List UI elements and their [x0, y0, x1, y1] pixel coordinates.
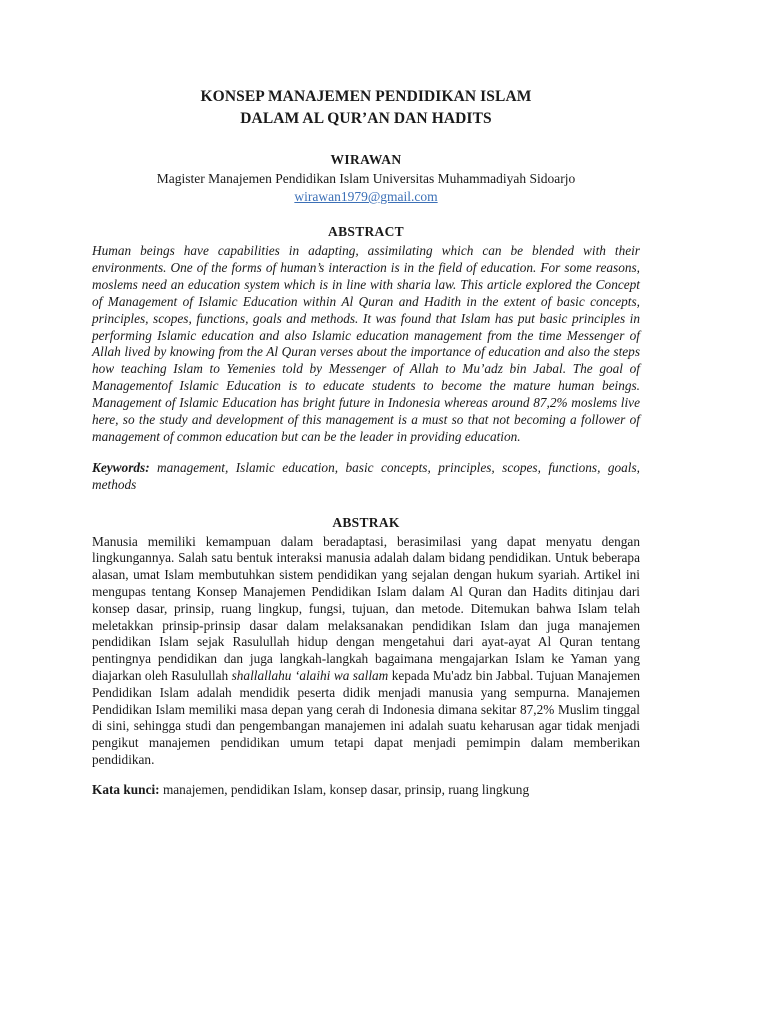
- abstrak-heading: ABSTRAK: [332, 514, 400, 530]
- paper-title: [92, 86, 640, 130]
- author-name: WIRAWAN: [330, 152, 402, 167]
- abstrak-body-part-1: Manusia memiliki kemampuan dalam beradaptasi, berasimilasi yang dapat menyatu dengan lingkungannya. Salah satu bentuk interaksi manusia adalah dalam bidang pendidikan. Untuk beberapa alasan, umat Islam membutuhkan sistem pendidikan yang sejalan dengan hukum syariah. Artikel ini mengupas tentang Konsep Manajemen Pendidikan Islam dalam Al Quran dan Hadits ditinjau dari konsep dasar, prinsip, ruang lingkup, fungsi, tujuan, dan metode. Ditemukan bahwa Islam telah meletakkan prinsip-prinsip dasar dalam melaksanakan pendidikan Islam dan juga manajemen pendidikan Islam sejak Rasulullah hidup dengan mengetahui dari ayat-ayat Al Quran tentang pentingnya pendidikan dan juga langkah-langkah bagaimana mengajarkan Islam ke Yaman yang diajarkan oleh Rasulullah: [92, 533, 640, 684]
- abstrak-body-italic: shallallahu ‘alaihi wa sallam: [231, 668, 389, 684]
- kata-kunci-text: manajemen, pendidikan Islam, konsep dasar, prinsip, ruang lingkung: [162, 781, 530, 797]
- keywords-label: Keywords:: [92, 459, 150, 475]
- abstract-keywords: [92, 460, 640, 494]
- kata-kunci-label: Kata kunci:: [92, 781, 160, 797]
- abstrak-body: [92, 534, 640, 769]
- paper-title-line-2: DALAM AL QUR’AN DAN HADITS: [240, 110, 492, 127]
- abstrak-body-part-2: kepada Mu'adz bin Jabbal. Tujuan Manajemen Pendidikan Islam adalah mendidik peserta didik menjadi manusia yang sempurna. Manajemen Pendidikan Islam memiliki masa depan yang cerah di Indonesia dimana sekitar 87,2% Muslim tinggal di sini, sehingga studi dan pengembangan manajemen ini adalah suatu keharusan agar tidak menjadi pengikut manajemen pendidikan umum tetapi dapat menjadi pemimpin dalam memberikan pendidikan.: [92, 668, 640, 768]
- author-email-line: [92, 189, 640, 205]
- abstract-heading: ABSTRACT: [328, 224, 404, 239]
- abstrak-keywords: [92, 782, 640, 799]
- author-email-link[interactable]: wirawan1979@gmail.com: [294, 189, 438, 204]
- paper-title-line-1: KONSEP MANAJEMEN PENDIDIKAN ISLAM: [200, 88, 532, 105]
- author-affiliation: Magister Manajemen Pendidikan Islam Universitas Muhammadiyah Sidoarjo: [156, 171, 576, 186]
- paper-page: [92, 86, 640, 799]
- keywords-text: management, Islamic education, basic concepts, principles, scopes, functions, goals, methods: [92, 459, 640, 492]
- abstract-body: Human beings have capabilities in adapting, assimilating which can be blended with their environments. One of the forms of human’s interaction is in the field of education. For some reasons, moslems need an education system which is in line with sharia law. This article explored the Concept of Management of Islamic Education within Al Quran and Hadith in the extent of basic concepts, principles, scopes, functions, goals and methods. It was found that Islam has put basic principles in performing Islamic education and also Islamic education management from the time Messenger of Allah lived by knowing from the Al Quran verses about the importance of education and also the steps how teaching Islam to Yemenies told by Messenger of Allah to Mu’adz bin Jabal. The goal of Managementof Islamic Education is to educate students to become the mature human beings. Management of Islamic Education has bright future in Indonesia whereas around 87,2% moslems live here, so the study and development of this management is a must so that not becoming a follower of management of common education but can be the leader in providing education.: [92, 243, 640, 444]
